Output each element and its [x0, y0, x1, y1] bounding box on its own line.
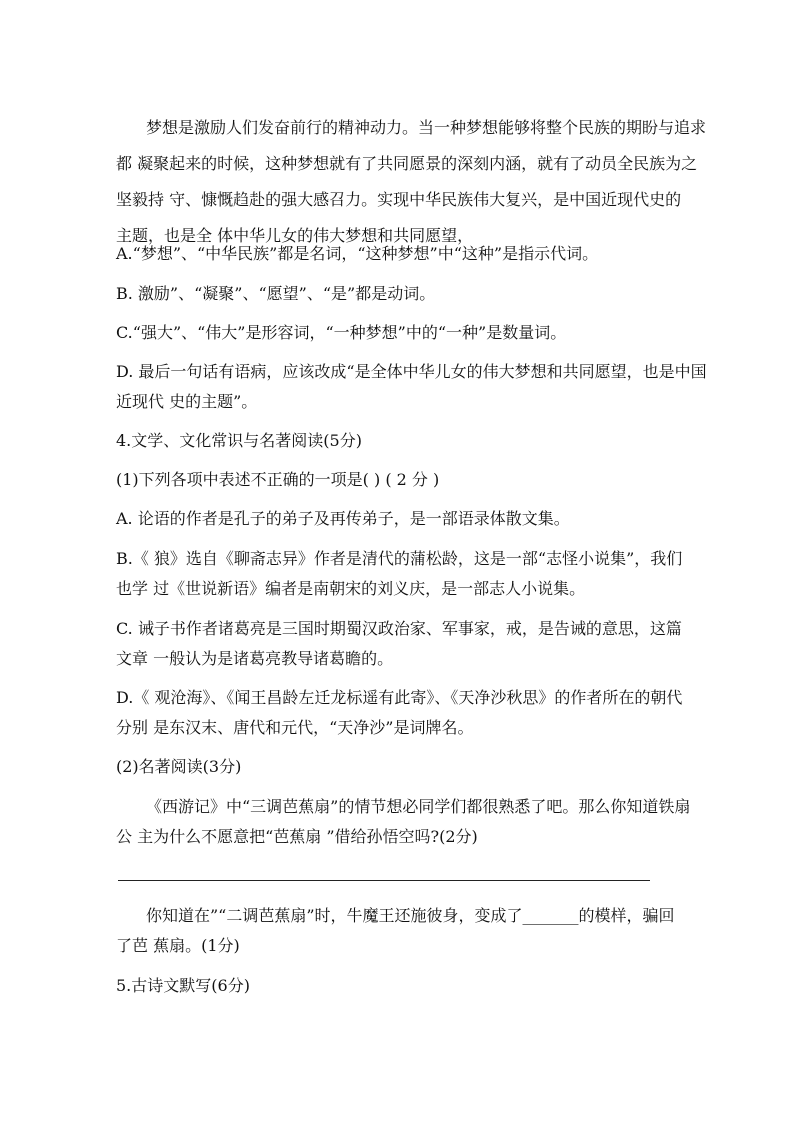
option-d-line-1: D. 最后一句话有语病，应该改成“是全体中华儿女的伟大梦想和共同愿望，也是中国	[116, 362, 707, 381]
passage-line-1: 梦想是激励人们发奋前行的精神动力。当一种梦想能够将整个民族的期盼与追求	[146, 118, 707, 137]
q4-option-d-line-2: 分别 是东汉末、唐代和元代，“天净沙”是词牌名。	[116, 718, 474, 737]
q5-heading: 5.古诗文默写(6分)	[116, 976, 250, 995]
reading-line-2: 公 主为什么不愿意把“芭蕉扇 ”借给孙悟空吗?(2分)	[116, 827, 478, 846]
option-c: C.“强大”、“伟大”是形容词，“一种梦想”中的“一种”是数量词。	[116, 323, 567, 342]
q4-option-b-line-1: B.《 狼》选自《聊斋志异》作者是清代的蒲松龄，这是一部“志怪小说集”，我们	[116, 549, 683, 568]
q4-option-d-line-1: D.《 观沧海》、《闻王昌龄左迁龙标遥有此寄》、《天净沙秋思》的作者所在的朝代	[116, 688, 683, 707]
q4-sub1: (1)下列各项中表述不正确的一项是( ) ( 2 分 )	[116, 470, 440, 489]
q4-option-c-line-1: C. 诫子书作者诸葛亮是三国时期蜀汉政治家、军事家，戒，是告诫的意思，这篇	[116, 619, 682, 638]
q4-option-a: A. 论语的作者是孔子的弟子及再传弟子，是一部语录体散文集。	[116, 509, 570, 528]
passage-line-3: 坚毅持 守、慷慨趋赴的强大感召力。实现中华民族伟大复兴，是中国近现代史的	[116, 190, 682, 209]
reading-line-1: 《西游记》中“三调芭蕉扇”的情节想必同学们都很熟悉了吧。那么你知道铁扇	[146, 797, 691, 816]
passage-line-4: 主题，也是全 体中华儿女的伟大梦想和共同愿望，	[116, 226, 474, 245]
option-b: B. 激励”、“凝聚”、“愿望”、“是”都是动词。	[116, 284, 436, 303]
fill-line-1: 你知道在”“二调芭蕉扇”时，牛魔王还施彼身，变成了_______的模样，骗回	[146, 906, 675, 925]
q4-option-c-line-2: 文章 一般认为是诸葛亮教导诸葛瞻的。	[116, 649, 394, 668]
fill-line-2: 了芭 蕉扇。(1分)	[116, 936, 240, 955]
passage-line-2: 都 凝聚起来的时候，这种梦想就有了共同愿景的深刻内涵，就有了动员全民族为之	[116, 154, 698, 173]
q4-sub2: (2)名著阅读(3分)	[116, 757, 242, 776]
q4-option-b-line-2: 也学 过《世说新语》编者是南朝宋的刘义庆，是一部志人小说集。	[116, 579, 586, 598]
option-d-line-2: 近现代 史的主题”。	[116, 392, 258, 411]
q4-heading: 4.文学、文化常识与名著阅读(5分)	[116, 431, 362, 450]
answer-line	[118, 880, 650, 881]
option-a: A.“梦想”、“中华民族”都是名词，“这种梦想”中“这种”是指示代词。	[116, 244, 599, 263]
